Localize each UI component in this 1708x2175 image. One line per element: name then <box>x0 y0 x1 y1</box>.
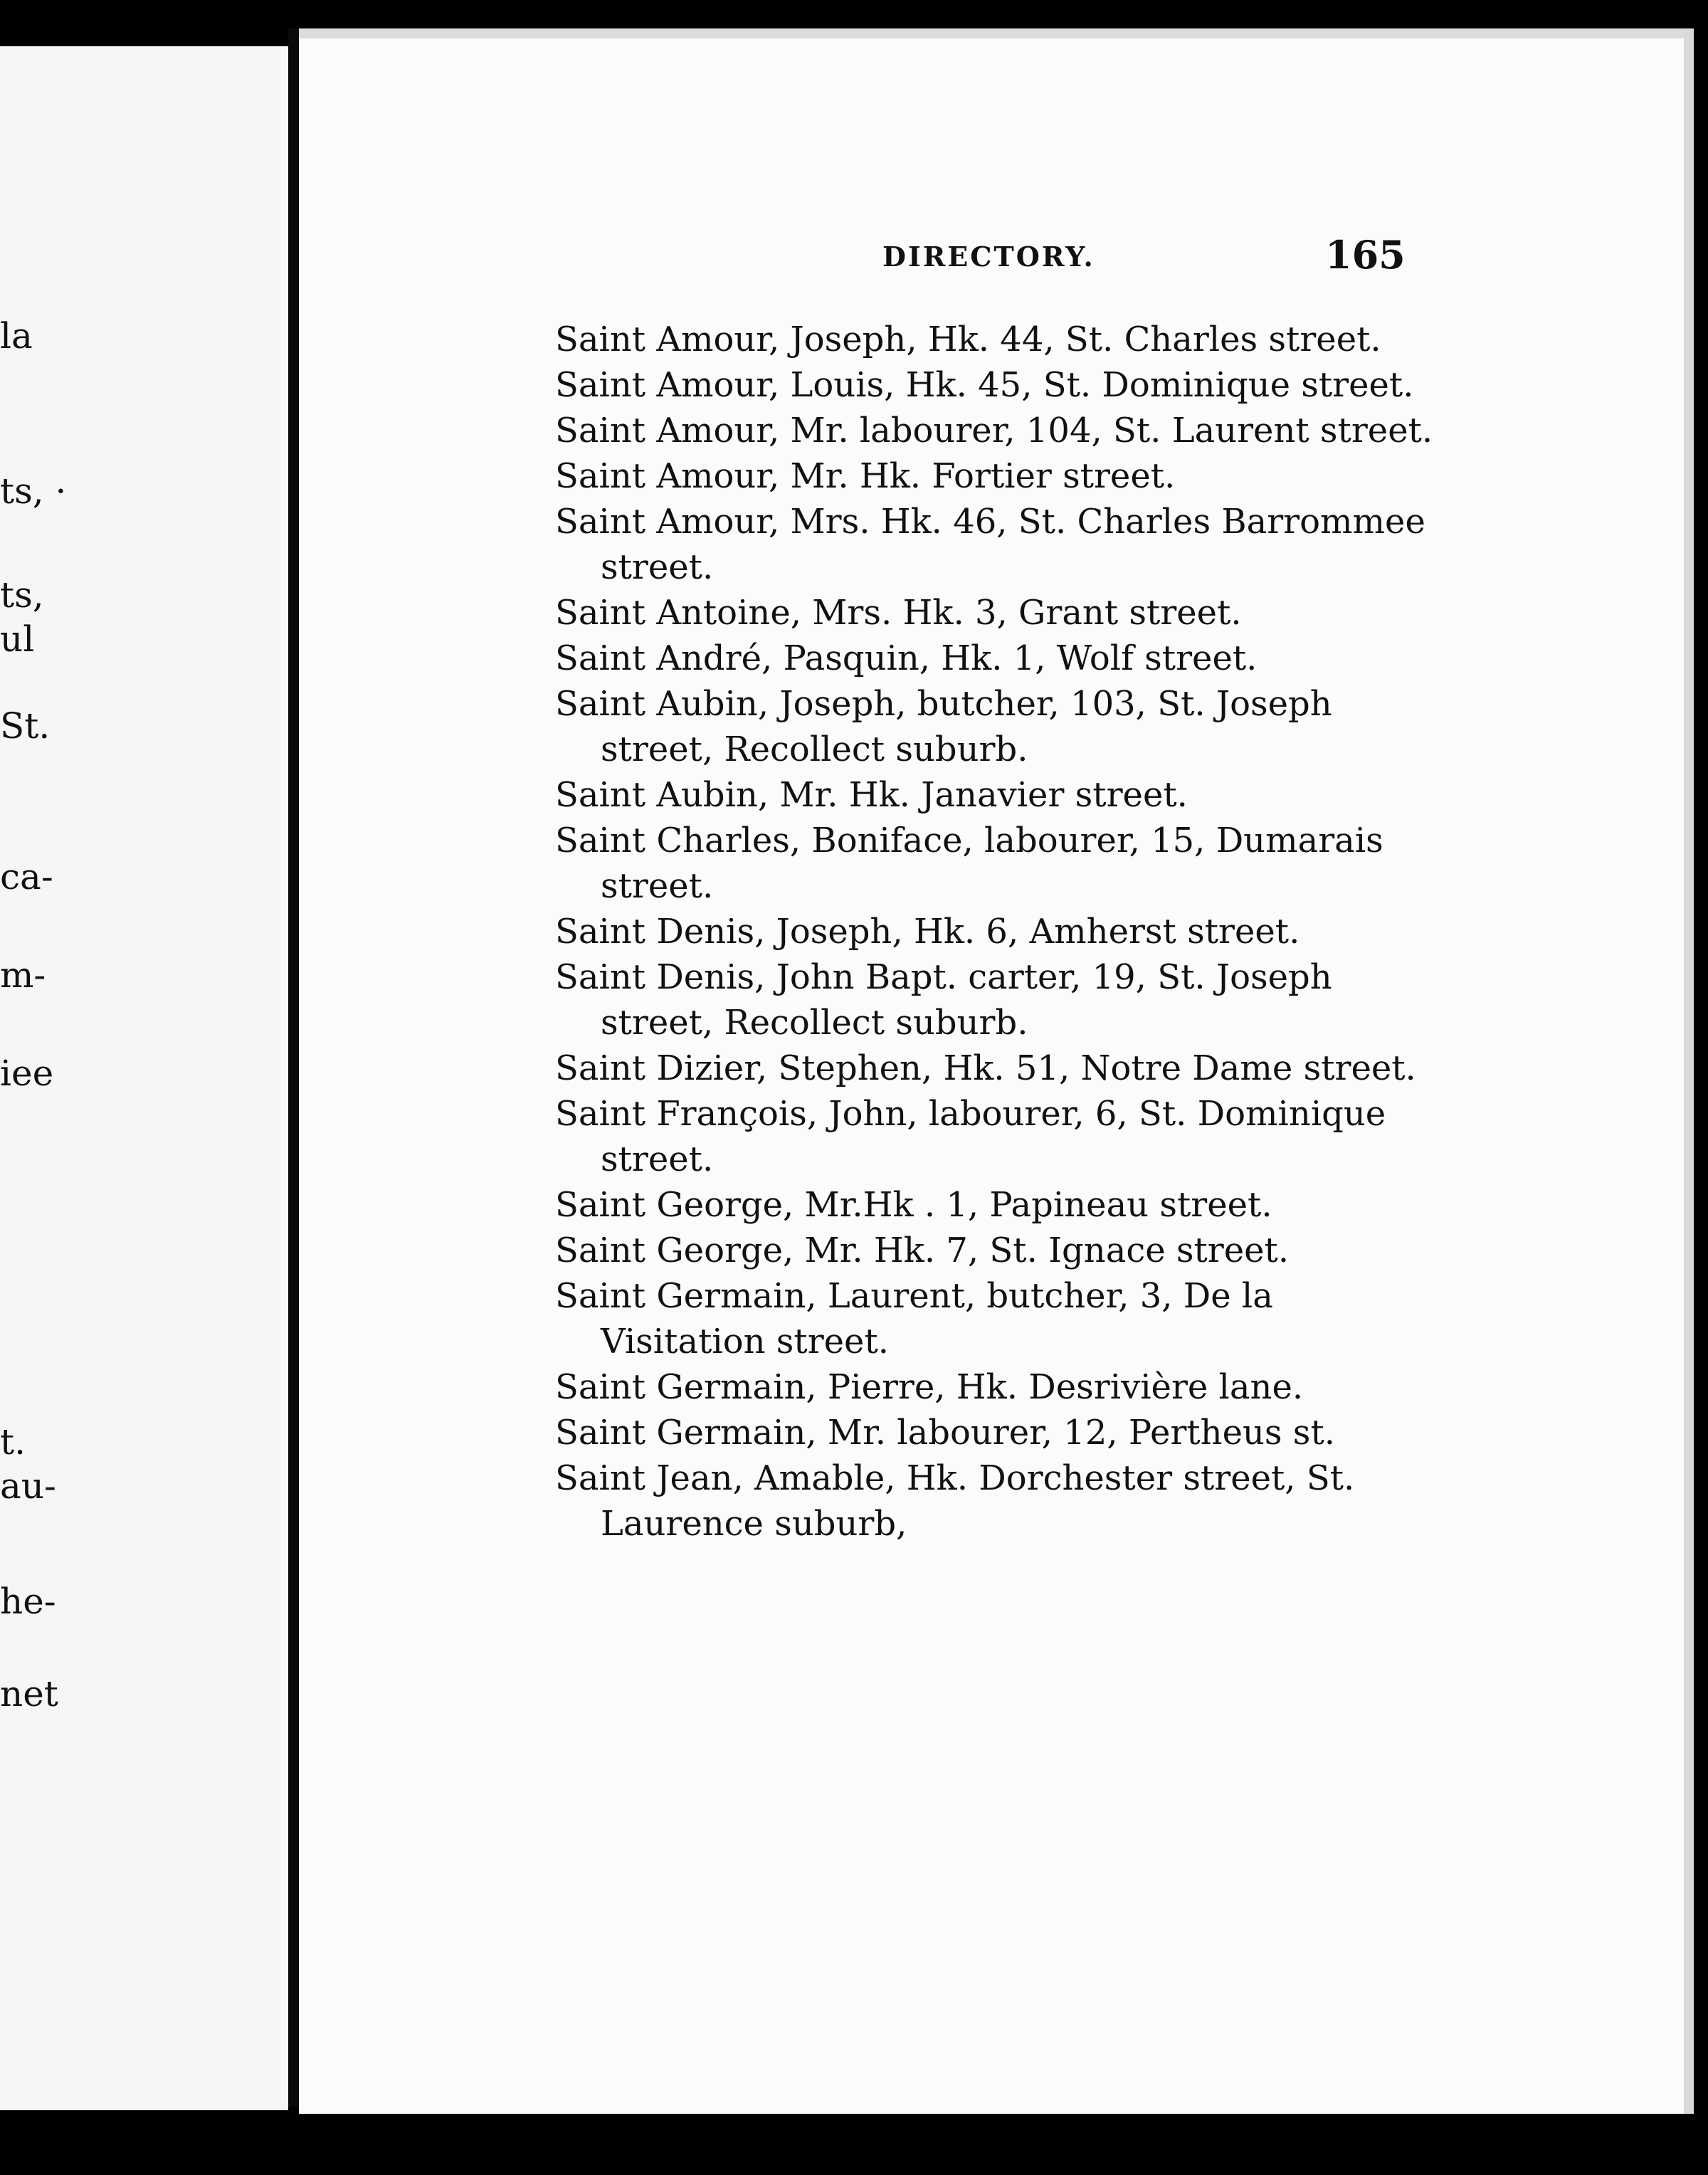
directory-entry: Saint Denis, Joseph, Hk. 6, Amherst street. <box>555 912 1300 952</box>
directory-entry: Saint George, Mr.Hk . 1, Papineau street. <box>555 1185 1272 1225</box>
left-fragment: la <box>0 315 33 357</box>
directory-entry: Saint Amour, Mr. Hk. Fortier street. <box>555 456 1176 496</box>
directory-entry: Saint André, Pasquin, Hk. 1, Wolf street. <box>555 638 1258 678</box>
directory-entry: Saint Aubin, Joseph, butcher, 103, St. Joseph street, Recollect suburb. <box>555 684 1332 769</box>
left-facing-page <box>0 46 288 2110</box>
left-fragment: St. <box>0 705 51 747</box>
directory-entry: Saint François, John, labourer, 6, St. Dominique street. <box>555 1094 1386 1179</box>
left-fragment: ca- <box>0 856 53 897</box>
left-fragment: ts, ul <box>0 574 44 660</box>
directory-entry: Saint Amour, Mr. labourer, 104, St. Laurent street. <box>555 411 1433 451</box>
left-fragment: ts, · <box>0 470 67 512</box>
left-fragment: he- <box>0 1581 56 1622</box>
directory-entry: Saint Denis, John Bapt. carter, 19, St. Joseph street, Recollect suburb. <box>555 957 1332 1043</box>
directory-entry: Saint Germain, Laurent, butcher, 3, De la Visitation street. <box>555 1276 1273 1362</box>
left-fragment: t. au- <box>0 1421 56 1507</box>
directory-entry: Saint Germain, Mr. labourer, 12, Pertheus st. <box>555 1413 1335 1453</box>
page-top-edge <box>299 28 1684 38</box>
left-fragment: net <box>0 1673 58 1715</box>
directory-entry: Saint Germain, Pierre, Hk. Desrivière lane. <box>555 1367 1304 1407</box>
directory-entry: Saint Amour, Louis, Hk. 45, St. Dominique street. <box>555 365 1414 405</box>
directory-entry: Saint Amour, Mrs. Hk. 46, St. Charles Barrommee street. <box>555 502 1425 587</box>
directory-entry: Saint Charles, Boniface, labourer, 15, Dumarais street. <box>555 821 1383 906</box>
directory-entry: Saint Jean, Amable, Hk. Dorchester street, St. Laurence suburb, <box>555 1458 1355 1544</box>
page-number: 165 <box>1325 232 1406 278</box>
left-fragment: iee <box>0 1053 54 1094</box>
directory-entry: Saint George, Mr. Hk. 7, St. Ignace street. <box>555 1231 1290 1270</box>
directory-entry: Saint Dizier, Stephen, Hk. 51, Notre Dame street. <box>555 1048 1416 1088</box>
directory-entry: Saint Amour, Joseph, Hk. 44, St. Charles street. <box>555 320 1381 359</box>
directory-entries <box>555 317 1438 1547</box>
running-head: DIRECTORY. <box>882 241 1095 273</box>
directory-entry: Saint Antoine, Mrs. Hk. 3, Grant street. <box>555 593 1242 633</box>
directory-entry: Saint Aubin, Mr. Hk. Janavier street. <box>555 775 1188 815</box>
directory-page <box>299 28 1694 2114</box>
left-fragment: m- <box>0 954 46 996</box>
